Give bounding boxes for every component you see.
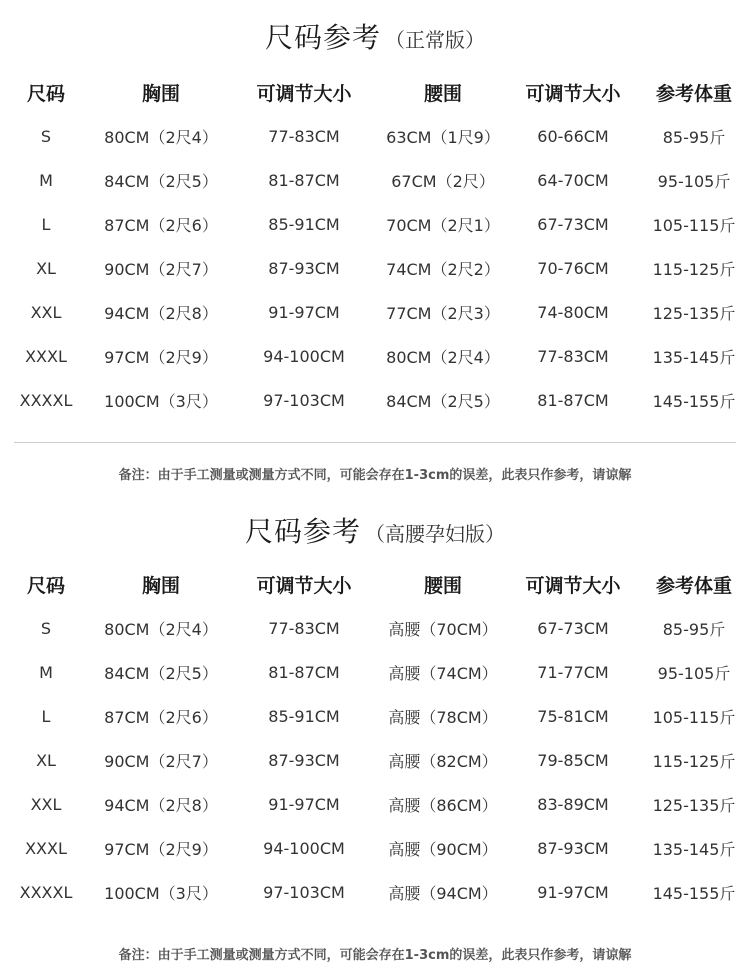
cell-size: XXL bbox=[30, 302, 62, 322]
cell-reference-weight: 105-115斤 bbox=[652, 215, 736, 235]
cell-adjustable-size: 87-93CM bbox=[268, 258, 340, 278]
cell-reference-weight: 95-105斤 bbox=[657, 663, 731, 683]
table-row bbox=[0, 158, 750, 202]
cell-reference-weight: 115-125斤 bbox=[652, 259, 736, 279]
cell-reference-weight: 85-95斤 bbox=[662, 127, 726, 147]
cell-size: L bbox=[41, 706, 51, 726]
table-row bbox=[0, 782, 750, 826]
cell-reference-weight: 105-115斤 bbox=[652, 707, 736, 727]
cell-reference-weight: 135-145斤 bbox=[652, 347, 736, 367]
note-text: 备注：由于手工测量或测量方式不同，可能会存在1-3cm的误差，此表只作参考，请谅解 bbox=[118, 948, 632, 963]
cell-waist: 高腰（90CM） bbox=[388, 839, 498, 859]
table-row bbox=[0, 334, 750, 378]
cell-chest: 84CM（2尺5） bbox=[104, 171, 218, 191]
cell-size: XXXXL bbox=[19, 882, 73, 902]
cell-size: S bbox=[40, 126, 52, 146]
cell-size: XXXXL bbox=[19, 390, 73, 410]
cell-adjustable-size: 60-66CM bbox=[537, 126, 609, 146]
cell-adjustable-size: 70-76CM bbox=[537, 258, 609, 278]
table-row bbox=[0, 606, 750, 650]
title-main: 尺码参考 bbox=[264, 21, 381, 54]
title-main: 尺码参考 bbox=[244, 515, 361, 548]
header-adjustable-size: 可调节大小 bbox=[256, 574, 352, 597]
cell-size: XL bbox=[36, 258, 56, 278]
cell-adjustable-size: 94-100CM bbox=[263, 838, 345, 858]
header-reference-weight: 参考体重 bbox=[655, 574, 732, 597]
cell-size: M bbox=[39, 662, 53, 682]
header-adjustable-size: 可调节大小 bbox=[256, 82, 352, 105]
cell-waist: 高腰（82CM） bbox=[388, 751, 498, 771]
table-body bbox=[0, 114, 750, 422]
cell-adjustable-size: 67-73CM bbox=[537, 618, 609, 638]
cell-waist: 63CM（1尺9） bbox=[386, 127, 500, 147]
header-size: 尺码 bbox=[26, 82, 65, 105]
cell-chest: 87CM（2尺6） bbox=[104, 707, 218, 727]
cell-size: XXL bbox=[30, 794, 62, 814]
table-row bbox=[0, 246, 750, 290]
cell-adjustable-size: 85-91CM bbox=[268, 214, 340, 234]
table-row bbox=[0, 202, 750, 246]
cell-reference-weight: 85-95斤 bbox=[662, 619, 726, 639]
cell-reference-weight: 145-155斤 bbox=[652, 883, 736, 903]
cell-adjustable-size: 81-87CM bbox=[537, 390, 609, 410]
cell-chest: 80CM（2尺4） bbox=[104, 127, 218, 147]
cell-adjustable-size: 83-89CM bbox=[537, 794, 609, 814]
cell-chest: 97CM（2尺9） bbox=[104, 347, 218, 367]
cell-chest: 84CM（2尺5） bbox=[104, 663, 218, 683]
cell-adjustable-size: 94-100CM bbox=[263, 346, 345, 366]
cell-waist: 70CM（2尺1） bbox=[386, 215, 500, 235]
size-table bbox=[0, 562, 750, 914]
cell-waist: 高腰（86CM） bbox=[388, 795, 498, 815]
cell-chest: 94CM（2尺8） bbox=[104, 795, 218, 815]
cell-size: S bbox=[40, 618, 52, 638]
cell-waist: 高腰（78CM） bbox=[388, 707, 498, 727]
cell-adjustable-size: 97-103CM bbox=[263, 882, 345, 902]
title-subtitle: （正常版） bbox=[385, 28, 485, 52]
table-header-row bbox=[0, 562, 750, 606]
cell-reference-weight: 125-135斤 bbox=[652, 303, 736, 323]
section-title bbox=[0, 510, 750, 550]
cell-adjustable-size: 87-93CM bbox=[268, 750, 340, 770]
cell-size: M bbox=[39, 170, 53, 190]
cell-adjustable-size: 91-97CM bbox=[537, 882, 609, 902]
size-table bbox=[0, 70, 750, 422]
cell-chest: 80CM（2尺4） bbox=[104, 619, 218, 639]
cell-adjustable-size: 91-97CM bbox=[268, 794, 340, 814]
cell-size: L bbox=[41, 214, 51, 234]
cell-chest: 87CM（2尺6） bbox=[104, 215, 218, 235]
cell-adjustable-size: 91-97CM bbox=[268, 302, 340, 322]
cell-adjustable-size: 67-73CM bbox=[537, 214, 609, 234]
cell-chest: 94CM（2尺8） bbox=[104, 303, 218, 323]
cell-adjustable-size: 81-87CM bbox=[268, 170, 340, 190]
table-row bbox=[0, 290, 750, 334]
cell-reference-weight: 135-145斤 bbox=[652, 839, 736, 859]
cell-adjustable-size: 71-77CM bbox=[537, 662, 609, 682]
divider bbox=[14, 442, 736, 443]
cell-chest: 97CM（2尺9） bbox=[104, 839, 218, 859]
cell-adjustable-size: 75-81CM bbox=[537, 706, 609, 726]
header-waist: 腰围 bbox=[423, 82, 462, 105]
cell-adjustable-size: 77-83CM bbox=[268, 126, 340, 146]
cell-chest: 100CM（3尺） bbox=[104, 883, 218, 903]
cell-size: XXXL bbox=[25, 838, 67, 858]
header-chest: 胸围 bbox=[141, 574, 180, 597]
header-adjustable-size: 可调节大小 bbox=[525, 574, 621, 597]
cell-adjustable-size: 81-87CM bbox=[268, 662, 340, 682]
header-waist: 腰围 bbox=[423, 574, 462, 597]
header-reference-weight: 参考体重 bbox=[655, 82, 732, 105]
cell-reference-weight: 95-105斤 bbox=[657, 171, 731, 191]
cell-size: XXXL bbox=[25, 346, 67, 366]
cell-adjustable-size: 85-91CM bbox=[268, 706, 340, 726]
table-row bbox=[0, 378, 750, 422]
cell-chest: 90CM（2尺7） bbox=[104, 751, 218, 771]
cell-waist: 80CM（2尺4） bbox=[386, 347, 500, 367]
cell-waist: 67CM（2尺） bbox=[391, 171, 495, 191]
table-row bbox=[0, 826, 750, 870]
table-row bbox=[0, 738, 750, 782]
title-subtitle: （高腰孕妇版） bbox=[365, 522, 505, 546]
cell-waist: 高腰（74CM） bbox=[388, 663, 498, 683]
cell-adjustable-size: 87-93CM bbox=[537, 838, 609, 858]
cell-size: XL bbox=[36, 750, 56, 770]
header-size: 尺码 bbox=[26, 574, 65, 597]
cell-reference-weight: 145-155斤 bbox=[652, 391, 736, 411]
cell-adjustable-size: 79-85CM bbox=[537, 750, 609, 770]
table-row bbox=[0, 114, 750, 158]
header-chest: 胸围 bbox=[141, 82, 180, 105]
cell-chest: 100CM（3尺） bbox=[104, 391, 218, 411]
cell-waist: 84CM（2尺5） bbox=[386, 391, 500, 411]
cell-reference-weight: 125-135斤 bbox=[652, 795, 736, 815]
table-body bbox=[0, 606, 750, 914]
cell-adjustable-size: 77-83CM bbox=[268, 618, 340, 638]
cell-chest: 90CM（2尺7） bbox=[104, 259, 218, 279]
table-row bbox=[0, 694, 750, 738]
cell-waist: 高腰（70CM） bbox=[388, 619, 498, 639]
cell-waist: 高腰（94CM） bbox=[388, 883, 498, 903]
table-row bbox=[0, 650, 750, 694]
cell-adjustable-size: 97-103CM bbox=[263, 390, 345, 410]
table-row bbox=[0, 870, 750, 914]
table-header-row bbox=[0, 70, 750, 114]
section-title bbox=[0, 16, 750, 56]
cell-adjustable-size: 64-70CM bbox=[537, 170, 609, 190]
cell-adjustable-size: 74-80CM bbox=[537, 302, 609, 322]
note-text: 备注：由于手工测量或测量方式不同，可能会存在1-3cm的误差，此表只作参考，请谅解 bbox=[118, 468, 632, 483]
header-adjustable-size: 可调节大小 bbox=[525, 82, 621, 105]
cell-adjustable-size: 77-83CM bbox=[537, 346, 609, 366]
cell-waist: 74CM（2尺2） bbox=[386, 259, 500, 279]
cell-reference-weight: 115-125斤 bbox=[652, 751, 736, 771]
cell-waist: 77CM（2尺3） bbox=[386, 303, 500, 323]
